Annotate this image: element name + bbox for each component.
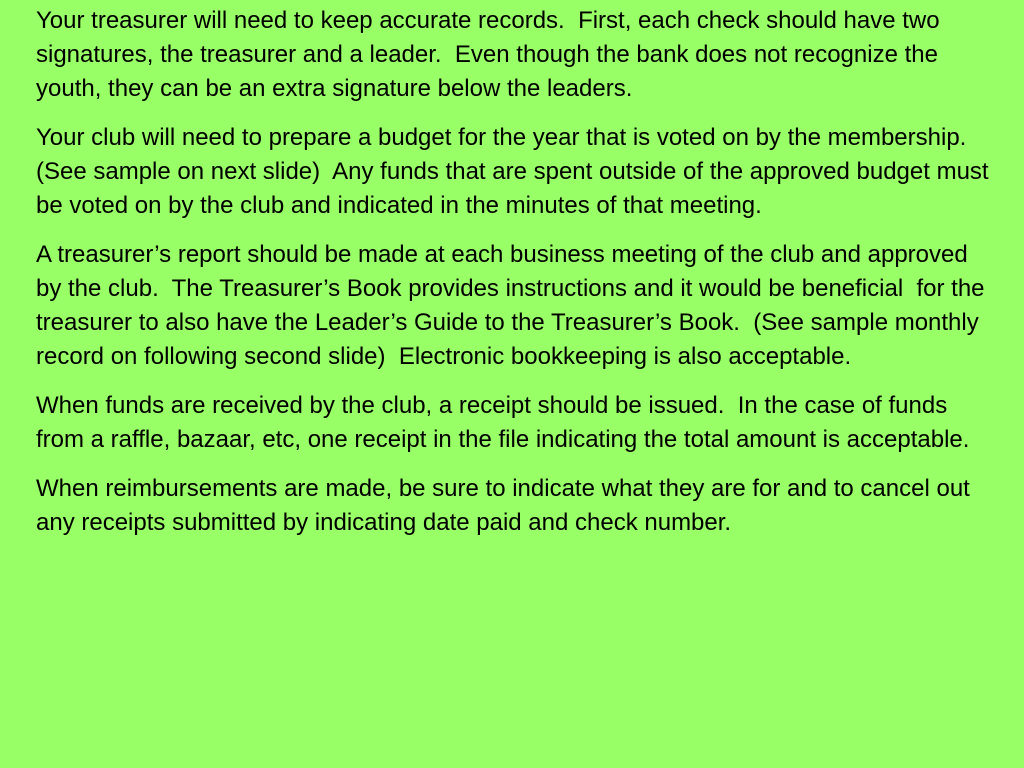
slide-body-text xyxy=(36,4,996,555)
paragraph-treasurer-report: A treasurer’s report should be made at each business meeting of the club and approved by the club. The Treasurer’s Book provides instructions and it would be beneficial for the treasurer to also have the Leader’s Guide to the Treasurer’s Book. (See sample monthly record on following second slide) Electronic bookkeeping is also acceptable. xyxy=(36,241,992,370)
paragraph-funds-receipts: When funds are received by the club, a receipt should be issued. In the case of funds from a raffle, bazaar, etc, one receipt in the file indicating the total amount is acceptable. xyxy=(36,392,970,453)
paragraph-club-budget: Your club will need to prepare a budget for the year that is voted on by the membership. (See sample on next slide) Any funds that are spent outside of the approved budget must be voted on by the club and indicated in the minutes of that meeting. xyxy=(36,124,996,219)
paragraph-reimbursements: When reimbursements are made, be sure to indicate what they are for and to cancel out any receipts submitted by indicating date paid and check number. xyxy=(36,475,977,536)
paragraph-check-signatures: Your treasurer will need to keep accurate records. First, each check should have two signatures, the treasurer and a leader. Even though the bank does not recognize the youth, they can be an extra signature below the leaders. xyxy=(36,7,947,102)
